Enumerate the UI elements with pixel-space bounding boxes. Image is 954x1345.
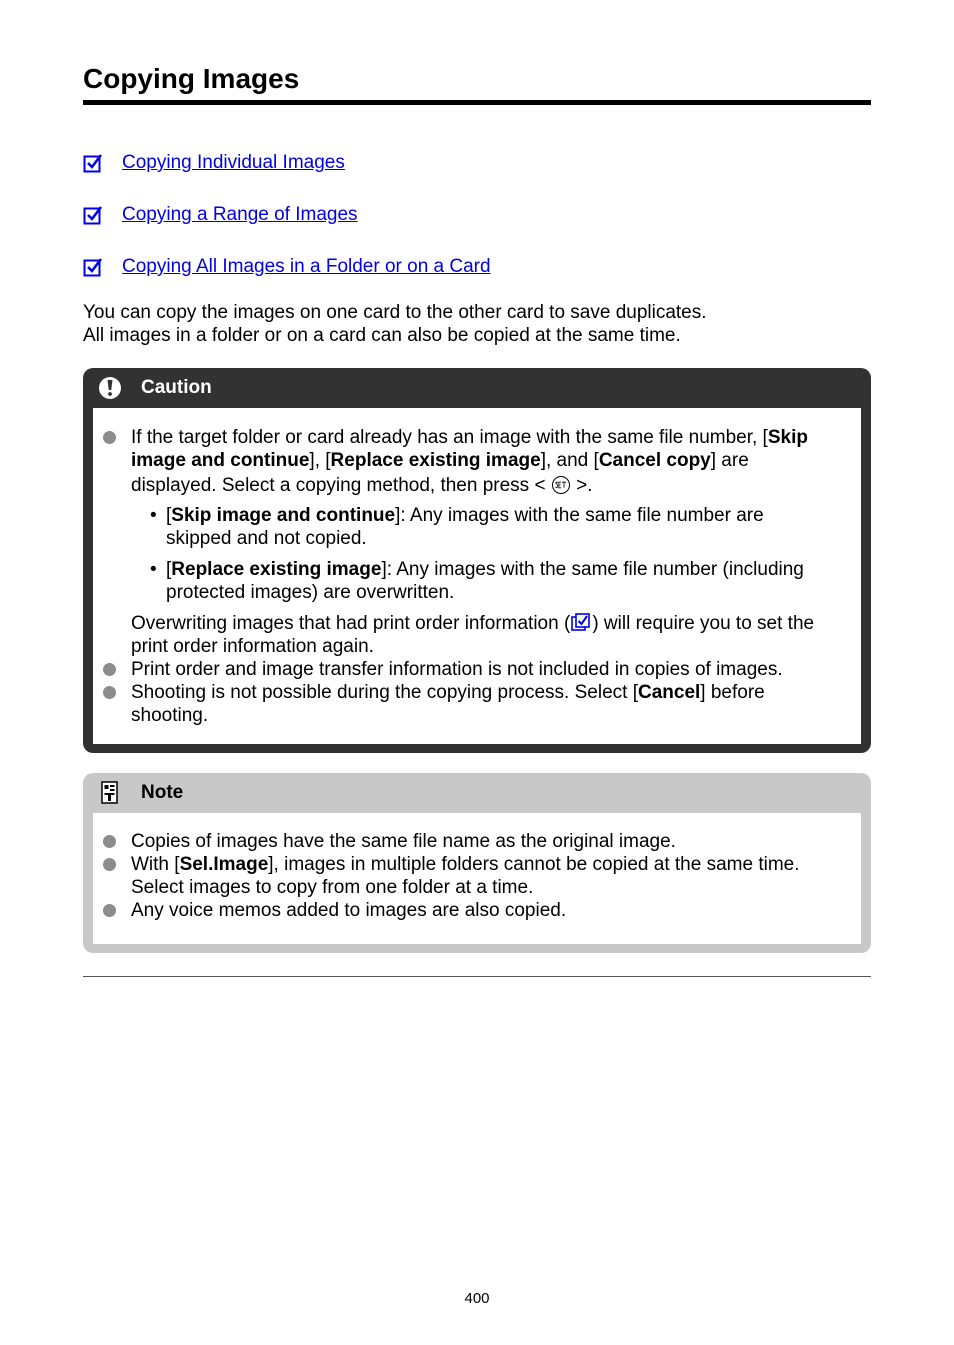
text: Copies of images have the same file name as the original image. [131,831,676,852]
intro-text [83,301,871,347]
list-item [103,681,851,727]
sub-list-item [131,558,851,604]
page-number: 400 [464,1290,490,1307]
text: shooting. [131,705,209,726]
bold-text: Cancel copy [598,450,711,471]
list-item [103,658,851,681]
text: Overwriting images that had print order information ( [131,613,571,634]
text: Select images to copy from one folder at a time. [131,877,534,898]
list-item [103,853,851,899]
text: Shooting is not possible during the copying process. Select [ [131,682,638,703]
toc-item[interactable] [83,254,871,280]
bullet-dot: • [150,559,157,580]
caution-body [93,408,861,744]
bold-text: image and continue [131,450,310,471]
caution-box [83,368,871,753]
text: If the target folder or card already has an image with the same file number, [ [131,427,768,448]
note-header [93,773,861,813]
checkbox-link-icon [83,153,103,173]
set-button-icon [551,475,571,495]
bottom-divider [83,976,871,977]
bold-text: Sel.Image [179,854,269,875]
text: [ [166,505,172,526]
text: ]: Any images with the same file number (including [381,559,804,580]
intro-line: All images in a folder or on a card can also be copied at the same time. [83,325,681,346]
note-body [93,813,861,944]
sub-list-item [131,504,851,550]
list-item [103,426,851,658]
list-item [103,830,851,853]
text: ] before [700,682,765,703]
print-order-icon [570,612,592,634]
text: ) will require you to set the [592,613,815,634]
table-of-contents [83,150,871,306]
text: Print order and image transfer information is not included in copies of images. [131,659,783,680]
list-item [103,899,851,922]
text: Any voice memos added to images are also copied. [131,900,567,921]
toc-link-individual[interactable]: Copying Individual Images [122,152,345,173]
text: skipped and not copied. [166,528,367,549]
text: print order information again. [131,636,374,657]
bold-text: Skip [767,427,808,448]
bold-text: Skip image and continue [171,505,396,526]
text: [ [166,559,172,580]
toc-link-all[interactable]: Copying All Images in a Folder or on a Card [122,256,491,277]
bold-text: Replace existing image [171,559,382,580]
text: ], images in multiple folders cannot be copied at the same time. [268,854,800,875]
toc-item[interactable] [83,202,871,228]
checkbox-link-icon [83,205,103,225]
caution-header [93,368,861,408]
bold-text: Replace existing image [330,450,541,471]
text: ], and [ [540,450,599,471]
text: With [ [131,854,180,875]
toc-item[interactable] [83,150,871,176]
note-icon [97,780,123,806]
text: protected images) are overwritten. [166,582,455,603]
note-box [83,773,871,953]
bullet-dot: • [150,505,157,526]
text: ] are [710,450,749,471]
note-title: Note [141,782,184,803]
bold-text: Cancel [637,682,701,703]
caution-title: Caution [141,377,212,398]
checkbox-link-icon [83,257,103,277]
caution-icon [97,375,123,401]
text: ]: Any images with the same file number are [395,505,764,526]
page-title: Copying Images [83,62,871,105]
intro-line: You can copy the images on one card to the other card to save duplicates. [83,302,707,323]
toc-link-range[interactable]: Copying a Range of Images [122,204,358,225]
text: ], [ [309,450,331,471]
text: displayed. Select a copying method, then press < [131,475,551,496]
text: >. [570,475,593,496]
